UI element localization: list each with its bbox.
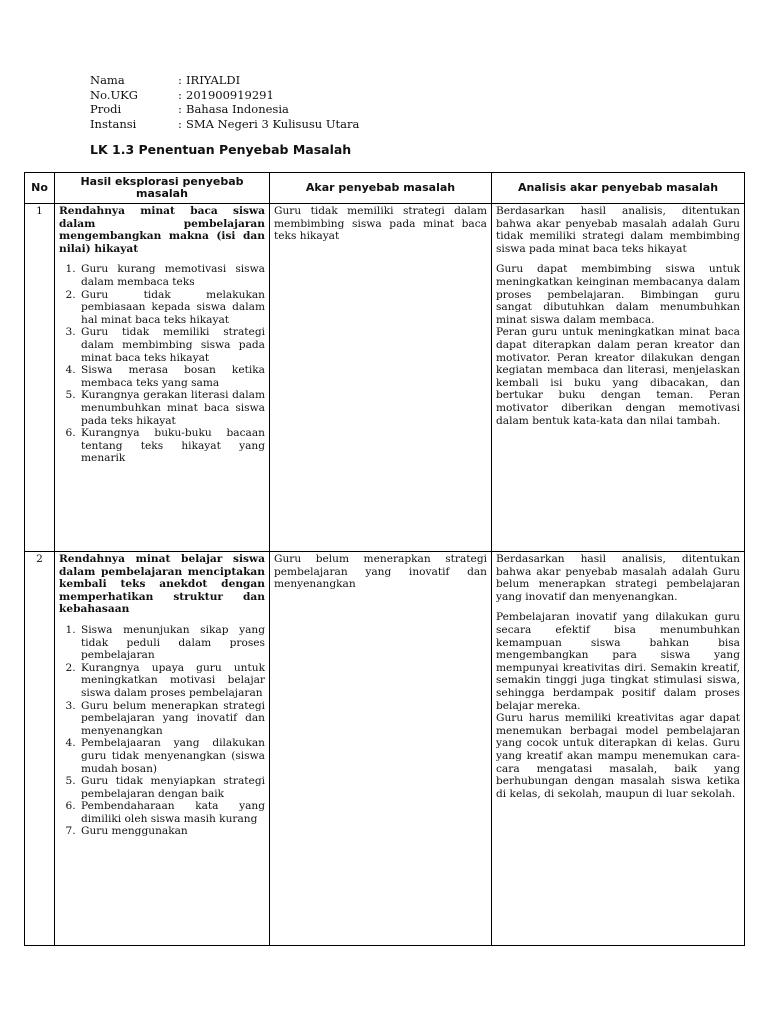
row-number: 2 bbox=[25, 552, 55, 946]
identity-label: Prodi bbox=[90, 102, 122, 116]
row-number: 1 bbox=[25, 204, 55, 552]
list-item: 7. Guru menggunakan bbox=[79, 825, 265, 838]
analysis-paragraph: Guru harus memiliki kreativitas agar dapat menemukan berbagai model pembelajaran yang cocok untuk diterapkan di kelas. Guru yang kreatif akan mampu menemukan cara-cara mengatasi masalah, baik yang berhubungan dengan masalah siswa ketika di kelas, di sekolah, maupun di luar sekolah. bbox=[496, 712, 740, 800]
root-cause-cell: Guru tidak memiliki strategi dalam membimbing siswa pada minat baca teks hikayat bbox=[270, 204, 492, 552]
identity-value: 201900919291 bbox=[186, 87, 274, 102]
table-row bbox=[25, 204, 745, 552]
column-header-exploration: Hasil eksplorasi penyebab masalah bbox=[55, 173, 270, 204]
identity-separator: : bbox=[178, 87, 182, 102]
root-cause-cell: Guru belum menerapkan strategi pembelajaran yang inovatif dan menyenangkan bbox=[270, 552, 492, 946]
list-item: 5. Guru tidak menyiapkan strategi pembelajaran dengan baik bbox=[79, 775, 265, 800]
identity-block bbox=[90, 73, 359, 131]
table-header-row bbox=[25, 173, 745, 204]
identity-row-name bbox=[90, 73, 359, 88]
analysis-paragraph: Berdasarkan hasil analisis, ditentukan bahwa akar penyebab masalah adalah Guru belum menerapkan strategi pembelajaran yang inovatif dan menyenangkan. bbox=[496, 553, 740, 603]
list-item: 3. Guru belum menerapkan strategi pembelajaran yang inovatif dan menyenangkan bbox=[79, 700, 265, 738]
identity-label: Nama bbox=[90, 73, 125, 87]
identity-label: No.UKG bbox=[90, 87, 138, 102]
identity-label: Instansi bbox=[90, 116, 137, 131]
document-title: LK 1.3 Penentuan Penyebab Masalah bbox=[90, 142, 352, 157]
exploration-cell bbox=[55, 552, 270, 946]
identity-value: IRIYALDI bbox=[186, 73, 241, 87]
list-item: 4. Siswa merasa bosan ketika membaca teks yang sama bbox=[79, 364, 265, 389]
list-item: 1. Guru kurang memotivasi siswa dalam membaca teks bbox=[79, 263, 265, 288]
identity-separator: : bbox=[178, 73, 182, 87]
identity-value: Bahasa Indonesia bbox=[186, 102, 289, 116]
cause-list bbox=[59, 624, 265, 838]
identity-row-prodi bbox=[90, 102, 359, 117]
column-header-root-cause: Akar penyebab masalah bbox=[270, 173, 492, 204]
problem-statement: Rendahnya minat baca siswa dalam pembelajaran mengembangkan makna (isi dan nilai) hikayat bbox=[59, 205, 265, 255]
analysis-table bbox=[24, 172, 745, 946]
analysis-paragraph: Pembelajaran inovatif yang dilakukan guru secara efektif bisa menumbuhkan kemampuan siswa bahkan bisa mengembangkan para siswa yang mempunyai kreativitas diri. Semakin kreatif, semakin tinggi juga tingkat stimulasi siswa, sehingga berdampak positif dalam proses belajar mereka. bbox=[496, 611, 740, 712]
cause-list bbox=[59, 263, 265, 465]
analysis-paragraph: Peran guru untuk meningkatkan minat baca dapat diterapkan dalam peran kreator dan motivator. Peran kreator dilakukan dengan kegiatan membaca dan literasi, menjelaskan kembali isi buku yang dibacakan, dan bertukar buku dengan teman. Peran motivator diberikan dengan memotivasi dalam bentuk kata-kata dan nilai tambah. bbox=[496, 326, 740, 427]
identity-separator: : bbox=[178, 116, 182, 131]
analysis-paragraph: Berdasarkan hasil analisis, ditentukan bahwa akar penyebab masalah adalah Guru tidak memiliki strategi dalam membimbing siswa pada minat baca teks hikayat bbox=[496, 205, 740, 255]
column-header-analysis: Analisis akar penyebab masalah bbox=[492, 173, 745, 204]
list-item: 1. Siswa menunjukan sikap yang tidak peduli dalam proses pembelajaran bbox=[79, 624, 265, 662]
exploration-cell bbox=[55, 204, 270, 552]
list-item: 2. Guru tidak melakukan pembiasaan kepada siswa dalam hal minat baca teks hikayat bbox=[79, 289, 265, 327]
column-header-no: No bbox=[25, 173, 55, 204]
list-item: 4. Pembelajaaran yang dilakukan guru tidak menyenangkan (siswa mudah bosan) bbox=[79, 737, 265, 775]
table-row bbox=[25, 552, 745, 946]
list-item: 6. Kurangnya buku-buku bacaan tentang teks hikayat yang menarik bbox=[79, 427, 265, 465]
identity-separator: : bbox=[178, 102, 182, 116]
analysis-paragraph: Guru dapat membimbing siswa untuk meningkatkan keinginan membacanya dalam proses pembelajaran. Bimbingan guru sangat dibutuhkan dalam menumbuhkan minat siswa dalam membaca. bbox=[496, 263, 740, 326]
list-item: 6. Pembendaharaan kata yang dimiliki oleh siswa masih kurang bbox=[79, 800, 265, 825]
analysis-cell bbox=[492, 204, 745, 552]
identity-value: SMA Negeri 3 Kulisusu Utara bbox=[186, 116, 360, 131]
identity-row-ukg bbox=[90, 88, 359, 103]
list-item: 5. Kurangnya gerakan literasi dalam menumbuhkan minat baca siswa pada teks hikayat bbox=[79, 389, 265, 427]
identity-row-instansi bbox=[90, 117, 359, 132]
analysis-cell bbox=[492, 552, 745, 946]
list-item: 2. Kurangnya upaya guru untuk meningkatkan motivasi belajar siswa dalam proses pembelajaran bbox=[79, 662, 265, 700]
list-item: 3. Guru tidak memiliki strategi dalam membimbing siswa pada minat baca teks hikayat bbox=[79, 326, 265, 364]
problem-statement: Rendahnya minat belajar siswa dalam pembelajaran menciptakan kembali teks anekdot dengan memperhatikan struktur dan kebahasaan bbox=[59, 553, 265, 616]
